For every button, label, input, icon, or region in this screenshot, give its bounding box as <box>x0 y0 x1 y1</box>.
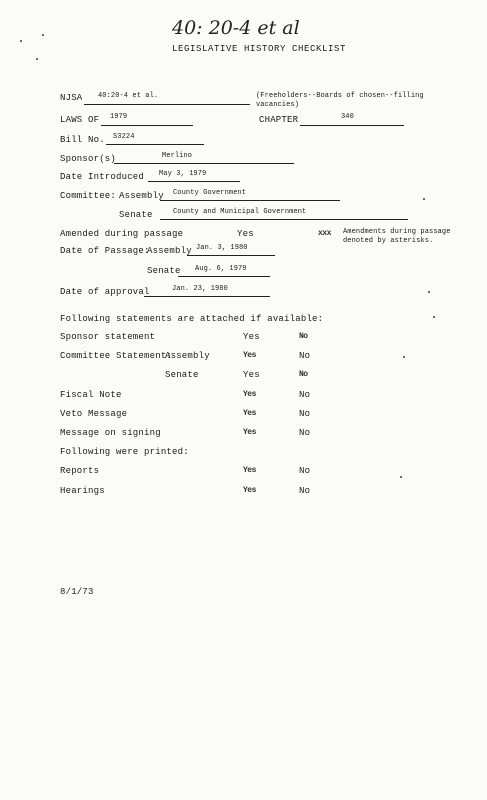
committee-senate-underline <box>160 219 408 220</box>
scan-speck <box>20 40 22 42</box>
statement-yes: Yes <box>243 332 260 342</box>
printed-heading: Following were printed: <box>60 447 189 457</box>
passage-assembly-underline <box>187 255 275 256</box>
committee-assembly-underline <box>160 200 340 201</box>
approval-underline <box>144 296 270 297</box>
statement-yes: Yes <box>243 370 260 380</box>
statement-no-struck: No <box>299 370 308 379</box>
statement-yes-struck: Yes <box>243 428 256 437</box>
amended-label: Amended during passage <box>60 229 184 239</box>
scan-speck <box>36 58 38 60</box>
approval-value: Jan. 23, 1980 <box>172 285 228 293</box>
chapter-label: CHAPTER <box>259 115 299 125</box>
scan-speck <box>433 316 435 318</box>
amended-yes: Yes <box>237 229 254 239</box>
sponsor-value: Merlino <box>162 152 193 160</box>
committee-assembly-value: County Government <box>173 189 247 197</box>
njsa-value: 40:20-4 et al. <box>98 92 159 100</box>
handwritten-reference: 40: 20-4 et al <box>172 17 300 39</box>
laws-of-underline <box>101 125 193 126</box>
laws-of-value: 1979 <box>110 113 128 121</box>
statement-no-struck: No <box>299 332 308 341</box>
chapter-value: 340 <box>341 113 354 121</box>
njsa-description: (Freeholders--Boards of chosen--filling vacancies) <box>256 92 424 109</box>
bill-no-label: Bill No. <box>60 135 105 145</box>
amended-note: Amendments during passage denoted by asterisks. <box>343 228 451 245</box>
njsa-label: NJSA <box>60 93 83 103</box>
date-introduced-underline <box>148 181 240 182</box>
scan-speck <box>400 476 402 478</box>
sponsor-label: Sponsor(s) <box>60 154 117 164</box>
committee-label: Committee: <box>60 191 117 201</box>
committee-assembly-label: Assembly <box>119 191 164 201</box>
printed-no: No <box>299 466 311 476</box>
passage-senate-value: Aug. 6, 1979 <box>195 265 247 273</box>
bill-no-underline <box>106 144 204 145</box>
statement-row-label: Message on signing <box>60 428 161 438</box>
scan-speck <box>403 356 405 358</box>
passage-assembly-value: Jan. 3, 1980 <box>196 244 248 252</box>
statement-yes-struck: Yes <box>243 409 256 418</box>
bill-no-value: S3224 <box>113 133 135 141</box>
printed-row-label: Hearings <box>60 486 105 496</box>
statement-no: No <box>299 428 311 438</box>
passage-senate-underline <box>178 276 270 277</box>
statements-heading: Following statements are attached if available: <box>60 314 324 324</box>
amended-no-struck: xxx <box>318 229 331 238</box>
passage-senate-label: Senate <box>147 266 181 276</box>
statement-row-label: Veto Message <box>60 409 128 419</box>
scan-speck <box>42 34 44 36</box>
sponsor-underline <box>114 163 294 164</box>
footer-code: 8/1/73 <box>60 587 94 597</box>
approval-label: Date of approval <box>60 287 150 297</box>
scan-speck <box>428 291 430 293</box>
statement-no: No <box>299 409 311 419</box>
statement-yes-struck: Yes <box>243 351 256 360</box>
passage-assembly-label: Assembly <box>147 246 192 256</box>
printed-row-label: Reports <box>60 466 100 476</box>
statement-row-label: Committee Statement: <box>60 351 173 361</box>
date-introduced-value: May 3, 1979 <box>159 170 207 178</box>
statement-row-label: Fiscal Note <box>60 390 122 400</box>
statement-yes-struck: Yes <box>243 390 256 399</box>
statement-no: No <box>299 351 311 361</box>
date-introduced-label: Date Introduced <box>60 172 145 182</box>
passage-label: Date of Passage: <box>60 246 150 256</box>
scan-speck <box>423 198 425 200</box>
njsa-underline <box>84 104 250 105</box>
printed-yes-struck: Yes <box>243 466 256 475</box>
laws-of-label: LAWS OF <box>60 115 100 125</box>
printed-no: No <box>299 486 311 496</box>
statement-sub-label: Assembly <box>165 351 210 361</box>
committee-senate-label: Senate <box>119 210 153 220</box>
statement-no: No <box>299 390 311 400</box>
printed-yes-struck: Yes <box>243 486 256 495</box>
committee-senate-value: County and Municipal Government <box>173 208 307 216</box>
chapter-underline <box>300 125 404 126</box>
page-title: LEGISLATIVE HISTORY CHECKLIST <box>172 44 347 54</box>
statement-row-label: Sponsor statement <box>60 332 156 342</box>
statement-sub-label: Senate <box>165 370 199 380</box>
